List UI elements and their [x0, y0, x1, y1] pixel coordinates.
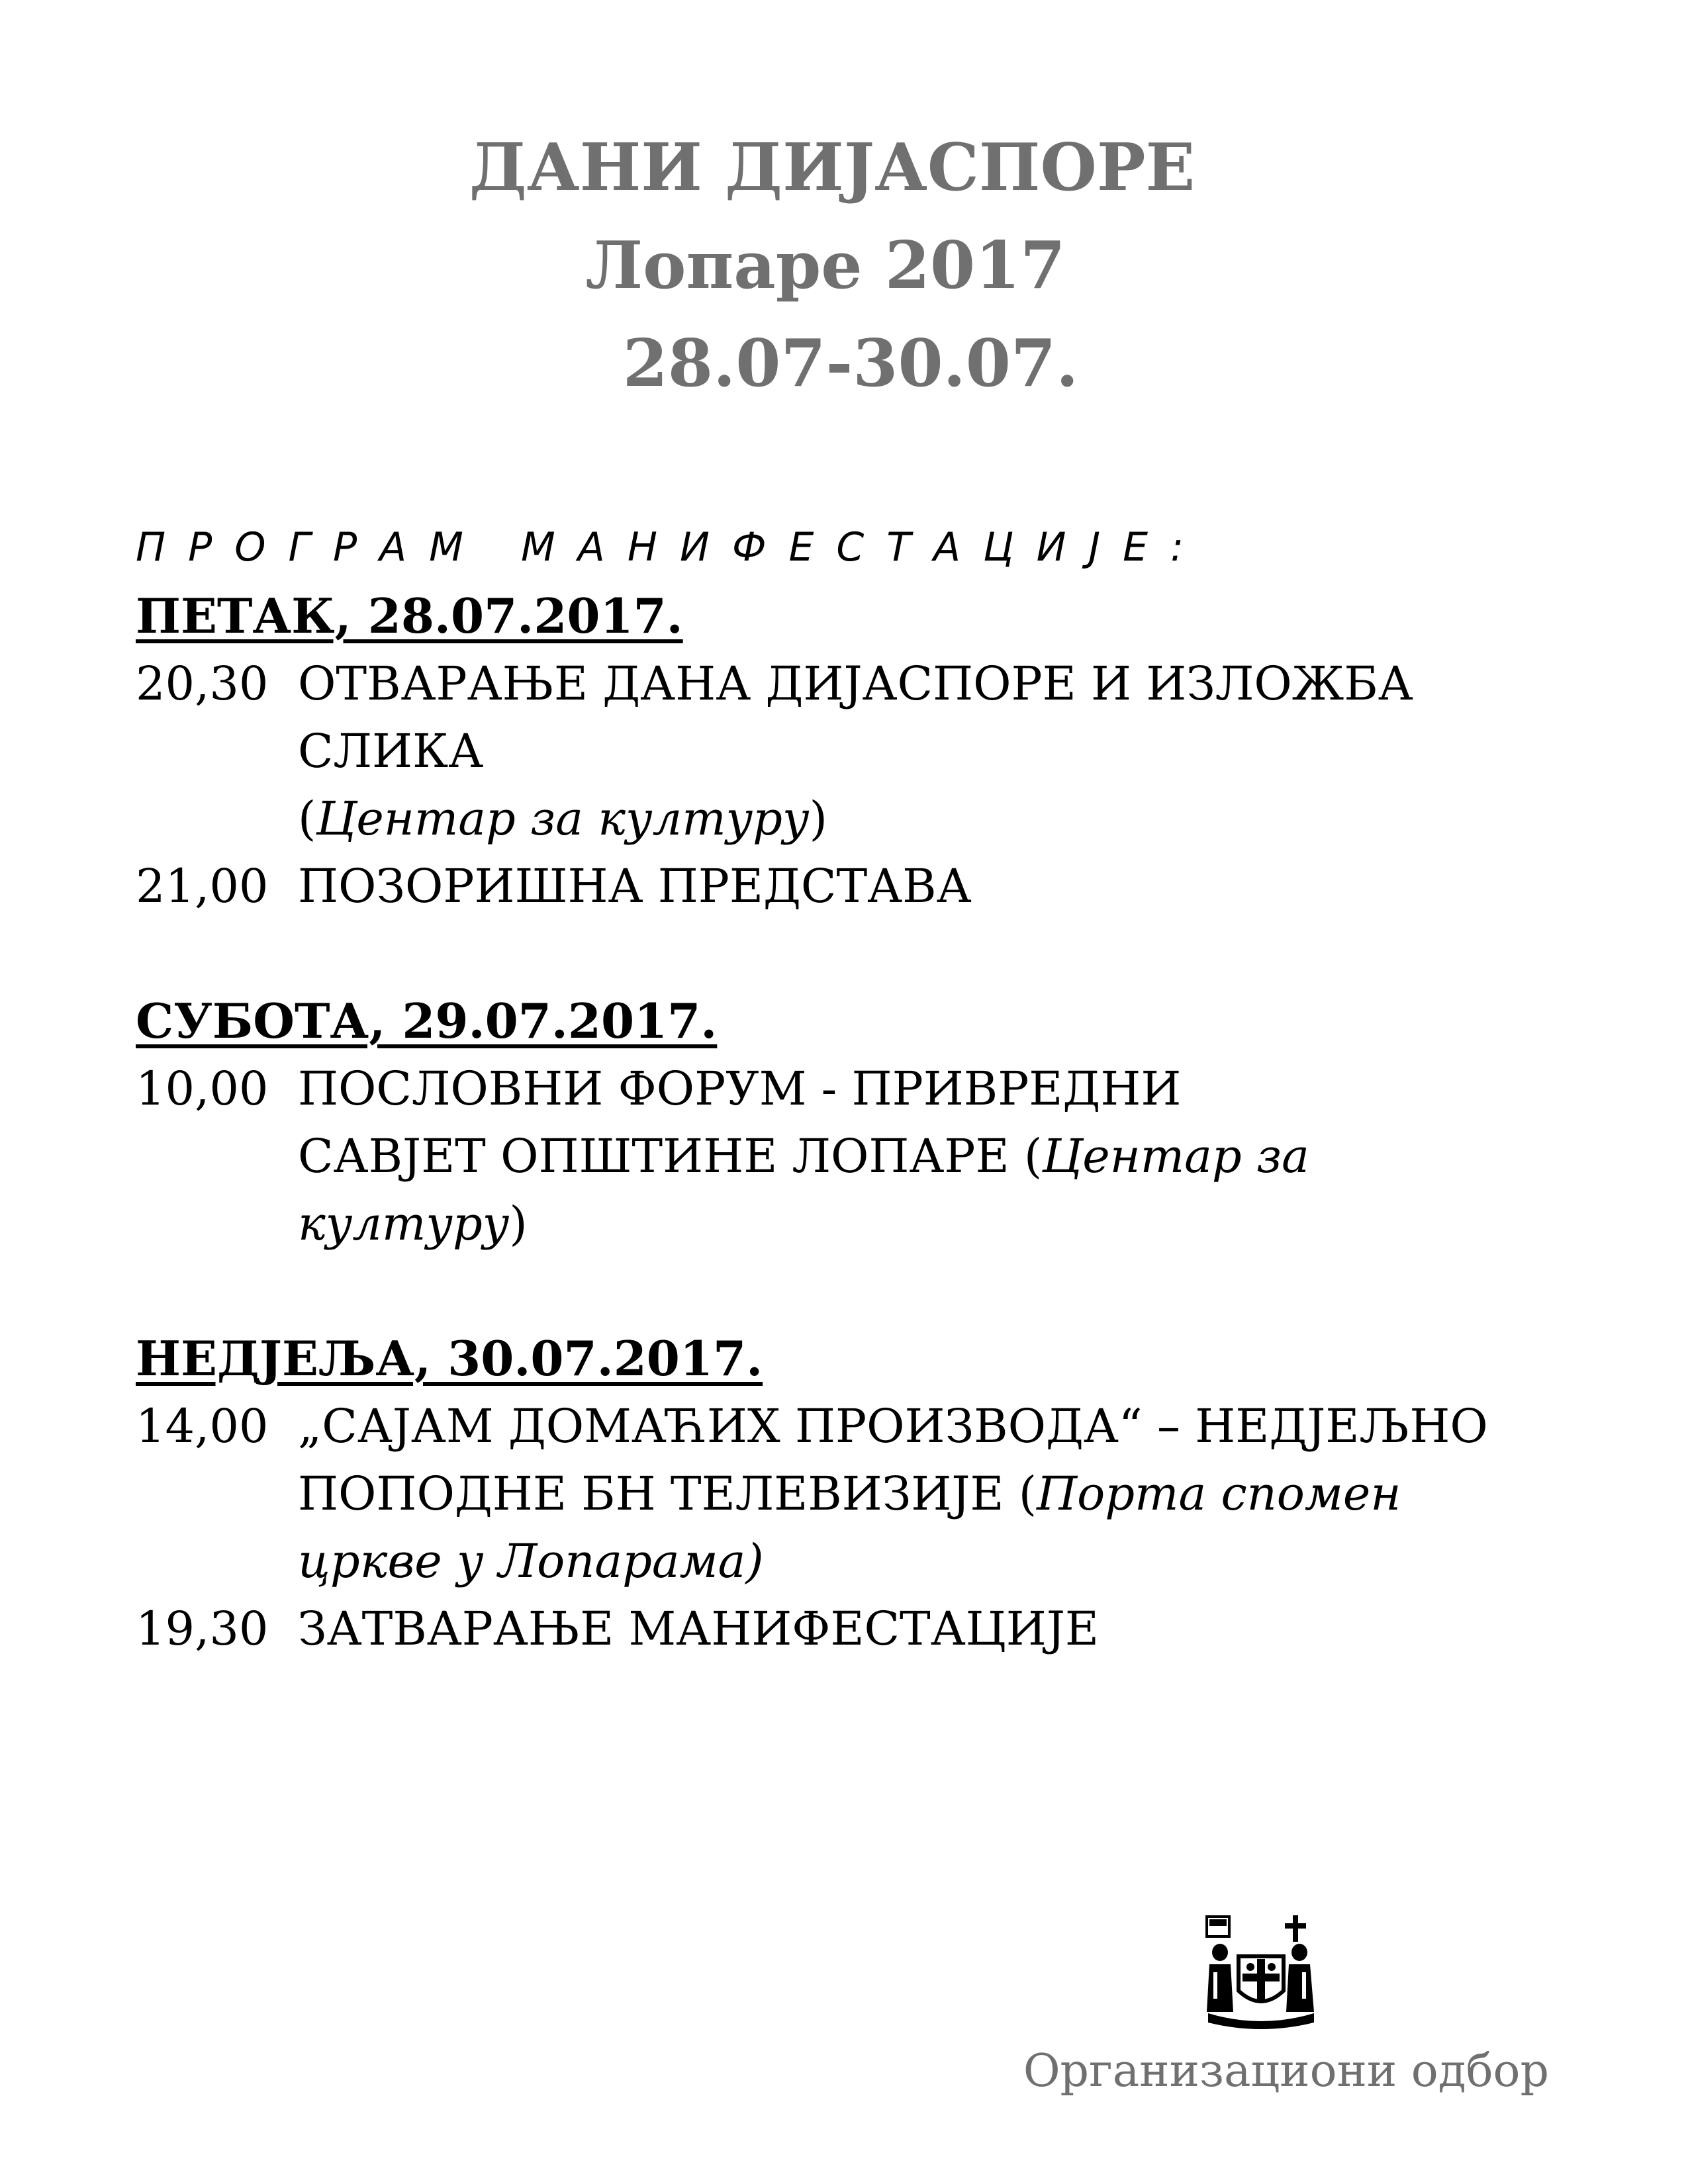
- event-item: [136, 852, 1592, 920]
- event-item: [136, 1055, 1592, 1257]
- venue-open-paren: (: [298, 792, 316, 846]
- event-title: ПОСЛОВНИ ФОРУМ - ПРИВРЕДНИ САВЈЕТ ОПШТИНЕ ЛОПАРЕ: [298, 1062, 1182, 1183]
- municipal-coat-of-arms-icon: [1201, 1913, 1321, 2032]
- event-item: [136, 650, 1592, 852]
- venue-open-paren: (: [1018, 1467, 1037, 1521]
- event-title: „САЈАМ ДОМАЋИХ ПРОИЗВОДА“ – НЕДЈЕЉНО ПОПОДНЕ БН ТЕЛЕВИЗИЈЕ: [298, 1399, 1488, 1521]
- schedule: [136, 582, 1592, 1730]
- document-title: [0, 119, 1688, 413]
- day-heading: НЕДЈЕЉА, 30.07.2017.: [136, 1330, 763, 1387]
- event-time: 19,30: [136, 1602, 269, 1656]
- title-event-name: ДАНИ ДИЈАСПОРЕ: [469, 130, 1196, 206]
- event-time: 10,00: [136, 1062, 269, 1116]
- event-venue: Центар за културу: [298, 1129, 1309, 1251]
- event-time: 21,00: [136, 859, 269, 913]
- event-item: [136, 1392, 1592, 1595]
- event-title: ПОЗОРИШНА ПРЕДСТАВА: [298, 859, 972, 913]
- day-saturday: [136, 987, 1592, 1257]
- venue-close-paren: ): [809, 792, 827, 846]
- event-description: [298, 1055, 1324, 1257]
- event-description: [298, 1392, 1556, 1595]
- day-heading: СУБОТА, 29.07.2017.: [136, 993, 718, 1049]
- title-location-year: Лопаре 2017: [585, 228, 1066, 304]
- title-date-range: 28.07-30.07.: [622, 326, 1079, 402]
- day-heading: ПЕТАК, 28.07.2017.: [136, 588, 683, 644]
- event-time: 14,00: [136, 1399, 269, 1453]
- event-title: ОТВАРАЊЕ ДАНА ДИЈАСПОРЕ И ИЗЛОЖБА СЛИКА: [298, 657, 1413, 778]
- event-venue: Порта спомен цркве у Лопарама): [298, 1467, 1401, 1588]
- event-title: ЗАТВАРАЊЕ МАНИФЕСТАЦИЈЕ: [298, 1602, 1099, 1656]
- venue-open-paren: (: [1023, 1129, 1043, 1183]
- organizing-committee-signature: Организациони одбор: [1023, 2045, 1549, 2097]
- program-heading: ПРОГРАМ МАНИФЕСТАЦИЈЕ:: [136, 524, 1207, 570]
- day-friday: [136, 582, 1592, 920]
- venue-close-paren: ): [509, 1197, 528, 1251]
- day-sunday: [136, 1325, 1592, 1662]
- event-venue: Центар за културу: [316, 792, 810, 846]
- event-time: 20,30: [136, 657, 269, 711]
- event-description: [298, 650, 1592, 852]
- event-item: [136, 1595, 1592, 1662]
